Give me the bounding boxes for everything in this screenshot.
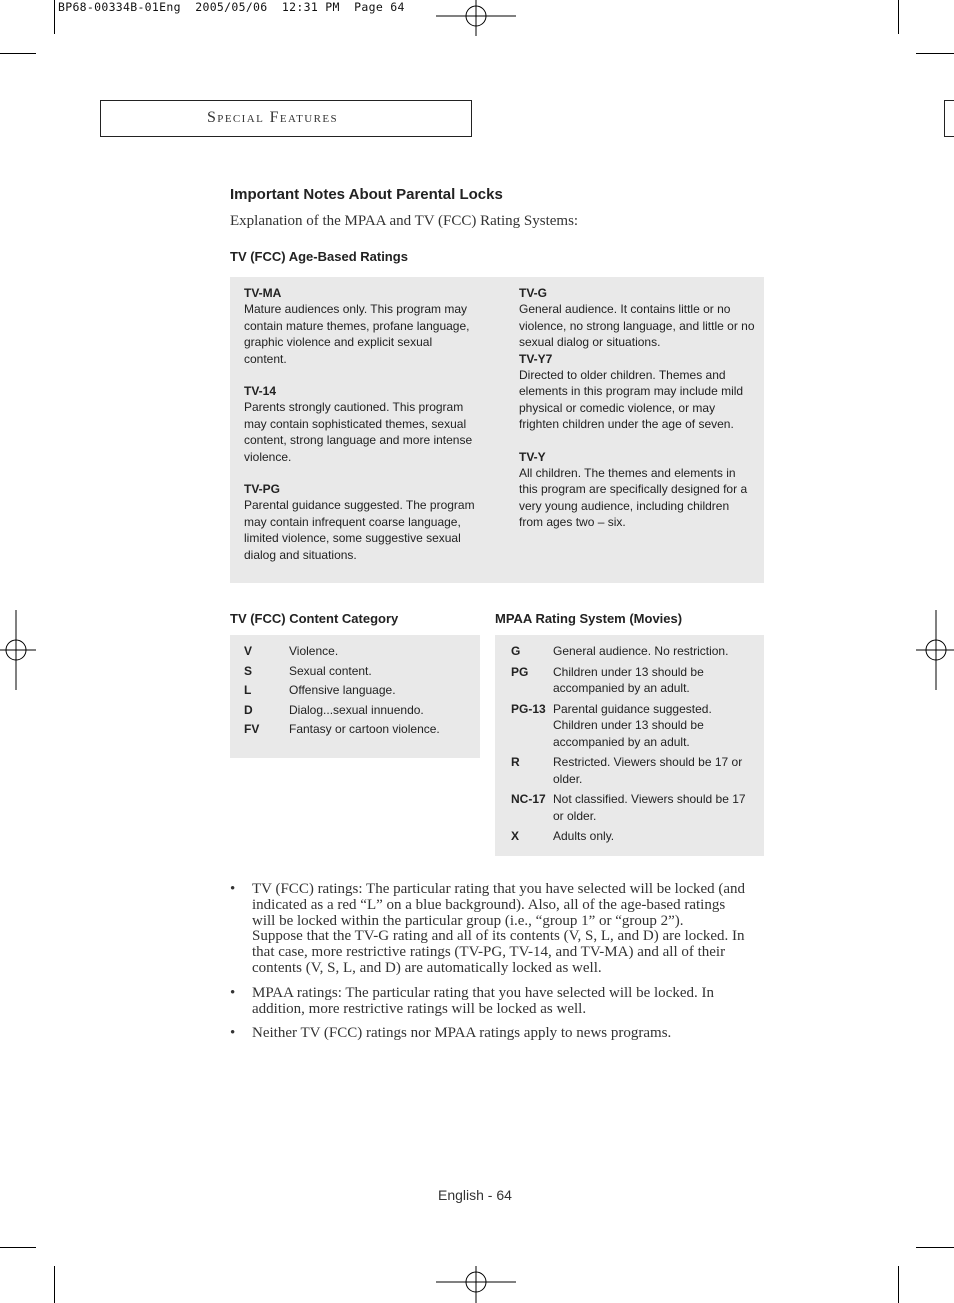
rating-tv-g: TV-G General audience. It contains little or no violence, no strong language, and little or no sexual dialog or situations. (519, 286, 755, 350)
rating-tv-y: TV-Y All children. The themes and elements in this program are specifically designed for a very young audience, including children from ages two – six. (519, 449, 748, 530)
mpaa-title: MPAA Rating System (Movies) (495, 611, 683, 626)
print-slug: BP68-00334B-01Eng 2005/05/06 12:31 PM Page 64 (58, 0, 405, 14)
table-row: G General audience. No restriction. (511, 644, 729, 658)
bullet-icon: • (230, 1025, 236, 1042)
content-category-panel (230, 635, 480, 758)
crop-mark (916, 1247, 954, 1248)
mpaa-panel (495, 635, 764, 856)
crop-mark (54, 0, 55, 34)
registration-mark-icon (436, 1266, 516, 1303)
rating-tv-14: TV-14 Parents strongly cautioned. This program may contain sophisticated themes, sexual content, strong language and more intense violence. (244, 384, 473, 464)
section-header (100, 100, 472, 137)
section-title: Special Features (207, 109, 338, 126)
crop-mark (0, 53, 36, 54)
list-item: • MPAA ratings: The particular rating that you have selected will be locked. In addition, more restrictive ratings will be locked as well. (230, 984, 714, 1017)
table-row: PG-13 Parental guidance suggested. Children under 13 should be accompanied by an adult. (511, 701, 712, 749)
rating-tv-ma: TV-MA Mature audiences only. This program may contain mature themes, profane language, graphic violence and explicit sexual content. (244, 286, 470, 366)
table-row: V Violence. (244, 644, 339, 658)
table-row: S Sexual content. (244, 663, 372, 678)
content-category-table (244, 643, 440, 741)
crop-mark (54, 1266, 55, 1303)
mpaa-table (511, 643, 746, 845)
crop-mark (0, 1247, 36, 1248)
intro-text: Explanation of the MPAA and TV (FCC) Rating Systems: (230, 213, 579, 229)
registration-mark-icon (916, 610, 954, 690)
rating-tv-y7: TV-Y7 Directed to older children. Themes and elements in this program may include mild physical or comedic violence, or may frighten children under the age of seven. (519, 351, 744, 432)
table-row: PG Children under 13 should be accompanied by an adult. (511, 664, 704, 695)
table-row: R Restricted. Viewers should be 17 or older. (511, 755, 743, 786)
notes-list (230, 882, 750, 1051)
age-based-panel (230, 277, 764, 583)
list-item: • TV (FCC) ratings: The particular rating that you have selected will be locked (and indicated as a red “L” on a blue background). Also, all of the age-based ratings will be locked within the particular group (i.e., “group 1” or “group 2”). Suppose that the TV-G rating and all of its contents (V, S, L, and D) are locked. In that case, more restrictive ratings (TV-PG, TV-14, and TV-MA) and all of their contents (V, S, L, and D) are automatically locked as well. (230, 881, 746, 976)
table-row: D Dialog...sexual innuendo. (244, 702, 424, 717)
age-based-title: TV (FCC) Age-Based Ratings (230, 249, 408, 264)
content-category-title: TV (FCC) Content Category (230, 611, 399, 626)
crop-mark (916, 53, 954, 54)
bullet-icon: • (230, 984, 236, 1001)
table-row: NC-17 Not classified. Viewers should be 17 or older. (511, 792, 746, 823)
age-based-right-column (519, 285, 755, 531)
crop-mark (898, 1266, 899, 1303)
list-item: • Neither TV (FCC) ratings nor MPAA ratings apply to news programs. (230, 1025, 672, 1042)
registration-mark-icon (436, 0, 516, 36)
bullet-icon: • (230, 881, 236, 897)
crop-mark (898, 0, 899, 34)
page-heading: Important Notes About Parental Locks (230, 186, 503, 203)
registration-mark-icon (0, 610, 36, 690)
rating-tv-pg: TV-PG Parental guidance suggested. The program may contain infrequent coarse language, limited violence, some suggestive sexual dialog and situations. (244, 482, 475, 562)
age-based-left-column (244, 285, 476, 563)
table-row: X Adults only. (511, 829, 615, 843)
table-row: FV Fantasy or cartoon violence. (244, 722, 440, 736)
chapter-tab (944, 100, 954, 137)
table-row: L Offensive language. (244, 683, 396, 697)
page-footer: English - 64 (438, 1187, 512, 1203)
